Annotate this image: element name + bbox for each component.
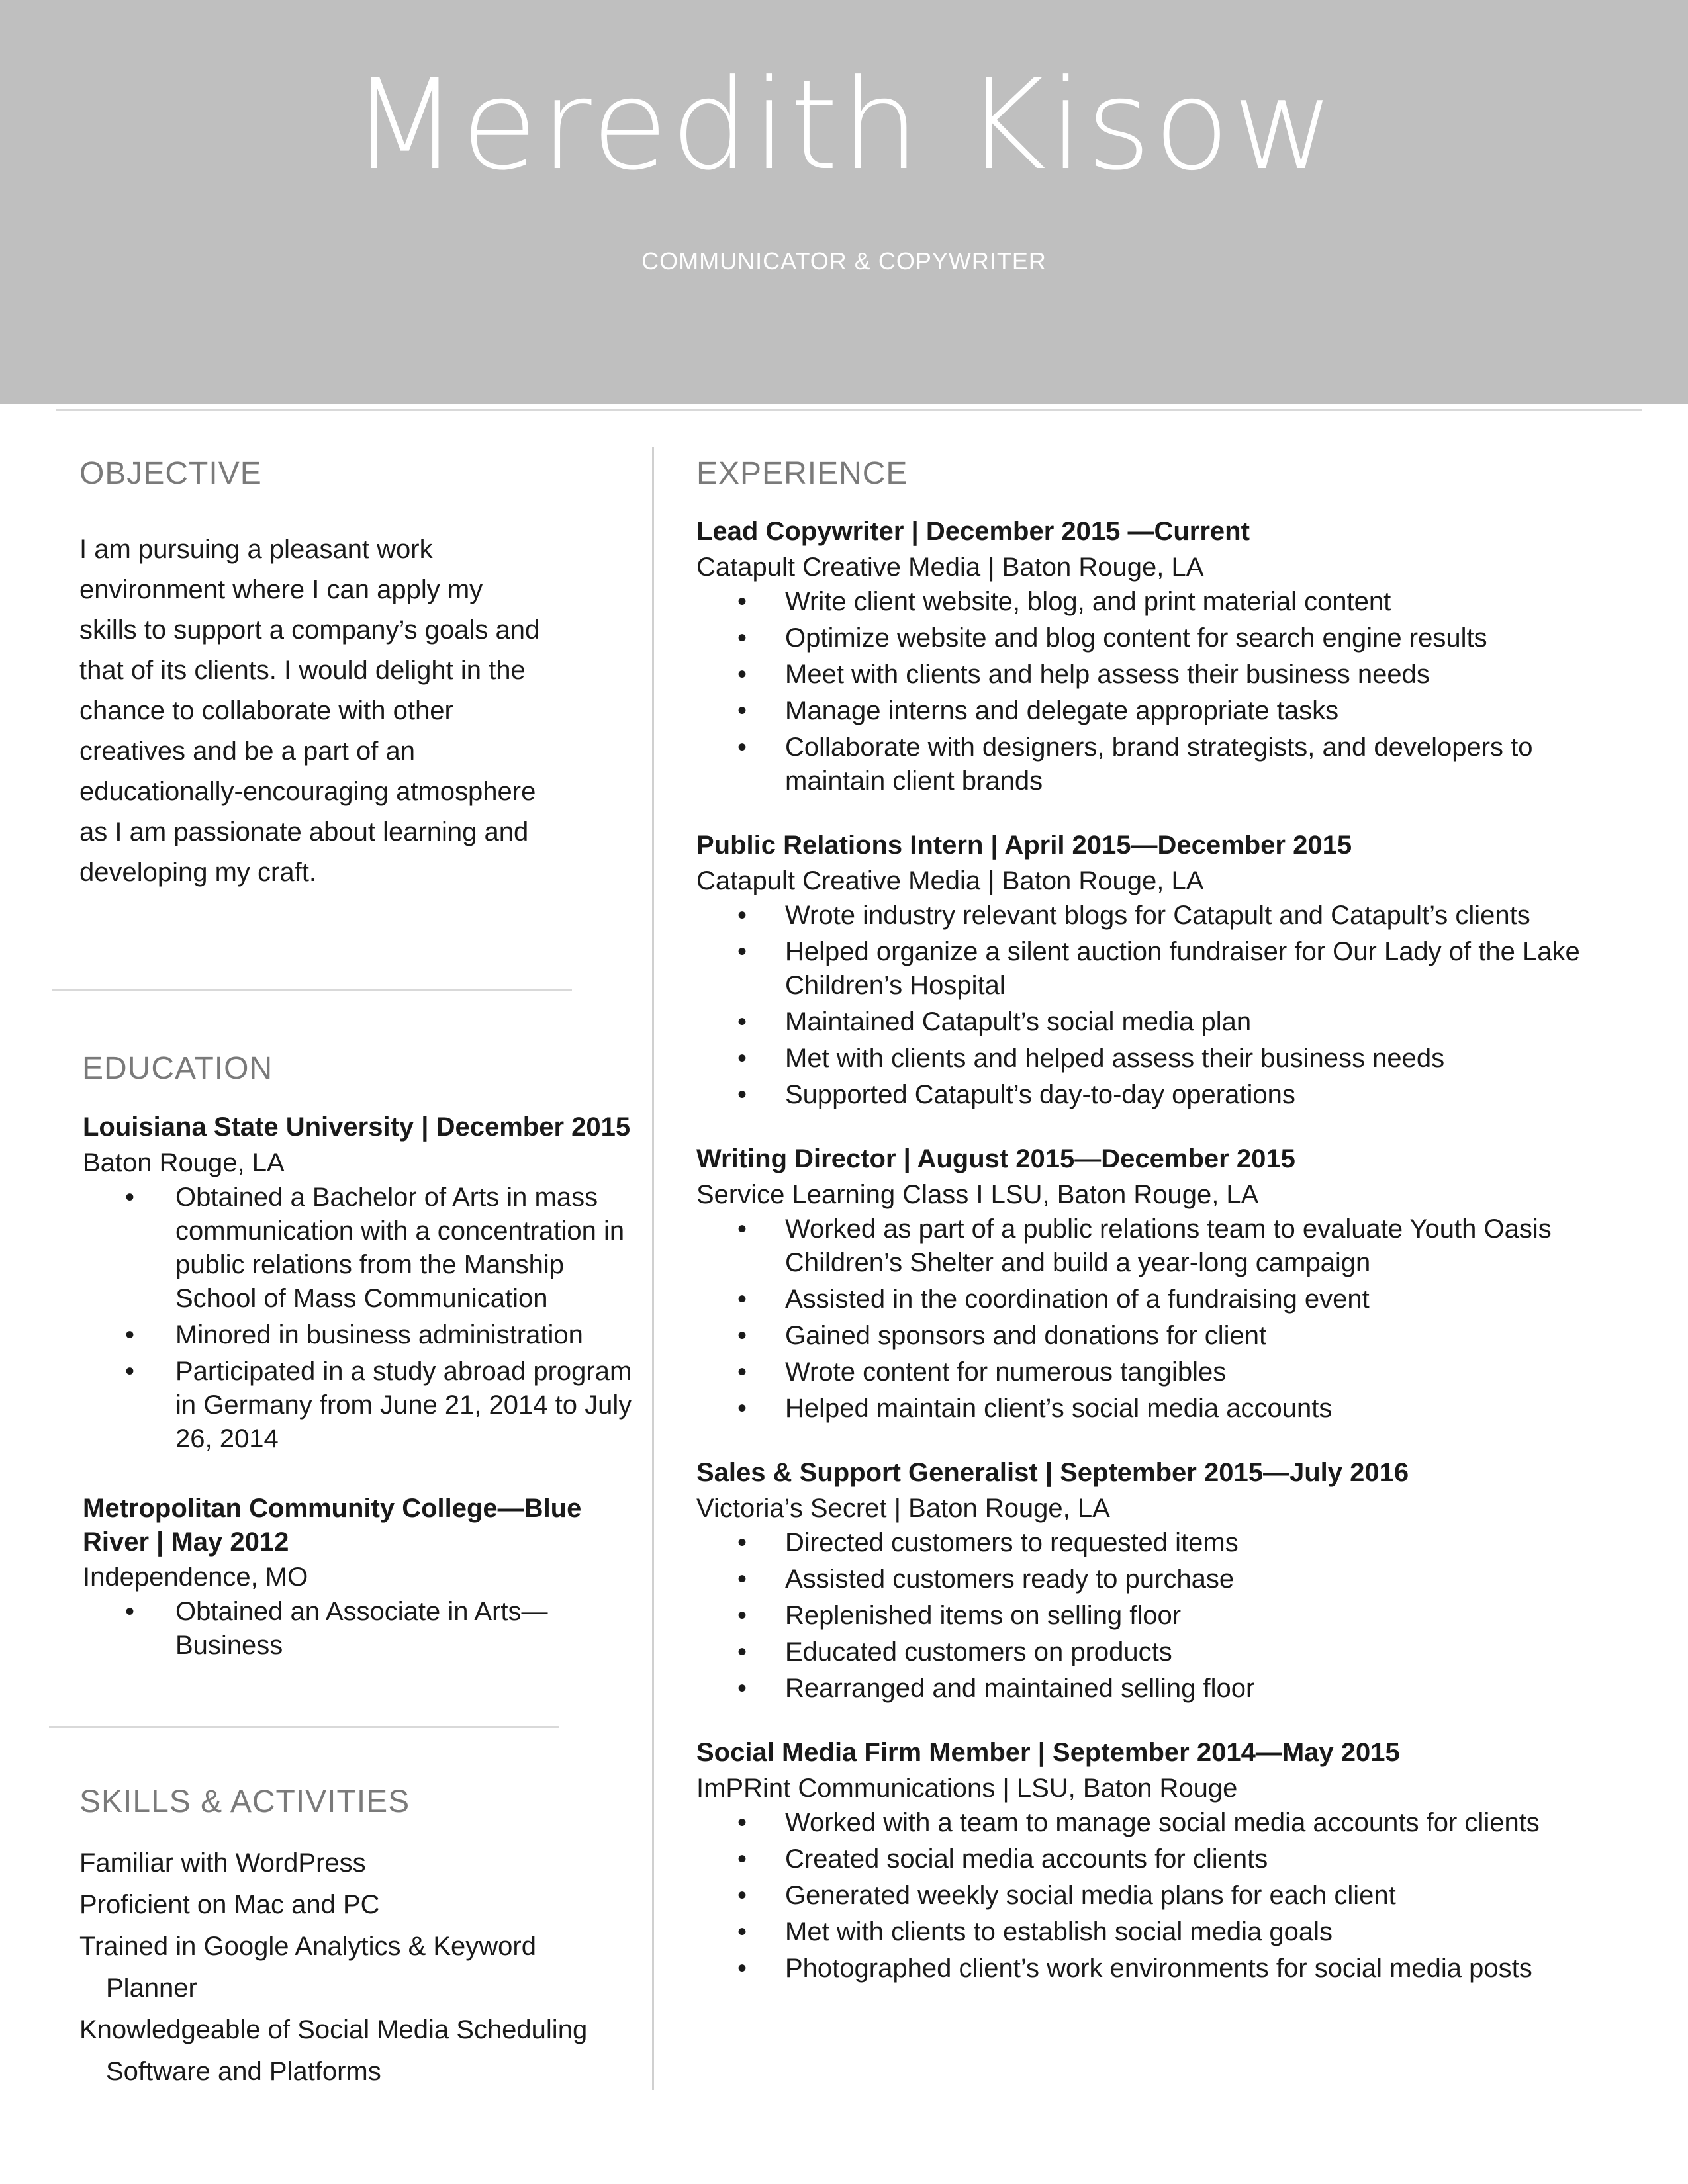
job-bullets (696, 1212, 1597, 1426)
job-entry (696, 1455, 1636, 1706)
list-item: • Assisted customers ready to purchase (696, 1563, 1636, 1596)
education-entry (83, 1492, 612, 1662)
objective-heading: OBJECTIVE (79, 456, 262, 491)
job-company: ImPRint Communications | LSU, Baton Rouge (696, 1774, 1238, 1803)
list-item: • Replenished items on selling floor (696, 1599, 1636, 1633)
bullet-icon: • (737, 1214, 747, 1244)
bullet-icon: • (125, 1183, 135, 1212)
skills-list (79, 1843, 649, 2093)
bullet-icon: • (737, 1844, 747, 1874)
bullet-icon: • (737, 1357, 747, 1387)
job-bullets (696, 899, 1623, 1112)
job-company: Catapult Creative Media | Baton Rouge, LA (696, 553, 1204, 582)
objective-line: that of its clients. I would delight in the (79, 656, 526, 685)
list-item: • Helped maintain client’s social media accounts (696, 1392, 1597, 1426)
objective-line: creatives and be a part of an (79, 737, 415, 766)
bullet-icon: • (737, 901, 747, 930)
skills-heading: SKILLS & ACTIVITIES (79, 1784, 410, 1819)
list-item: • Wrote content for numerous tangibles (696, 1355, 1597, 1389)
bullet-icon: • (125, 1320, 135, 1349)
bullet-icon: • (737, 1321, 747, 1350)
skill-item: Proficient on Mac and PC (79, 1890, 380, 1919)
skill-item: Trained in Google Analytics & Keyword Planner (79, 1932, 536, 2003)
bullet-icon: • (737, 1285, 747, 1314)
skill-item: Knowledgeable of Social Media Scheduling Software and Platforms (79, 2015, 588, 2086)
list-item: • Participated in a study abroad program in Germany from June 21, 2014 to July 26, 2014 (83, 1355, 632, 1456)
list-item: • Gained sponsors and donations for client (696, 1319, 1597, 1353)
list-item: • Manage interns and delegate appropriate tasks (696, 694, 1603, 728)
job-bullets (696, 1526, 1636, 1706)
bullet-icon: • (737, 587, 747, 616)
job-company: Catapult Creative Media | Baton Rouge, LA (696, 866, 1204, 895)
list-item: • Created social media accounts for clients (696, 1843, 1636, 1876)
bullet-icon: • (737, 696, 747, 725)
school-title: Louisiana State University | December 2015 (83, 1113, 631, 1142)
experience-list (696, 514, 1636, 2015)
job-title: Lead Copywriter | December 2015 —Current (696, 517, 1250, 546)
bullet-icon: • (737, 1954, 747, 1983)
bullet-icon: • (737, 1674, 747, 1703)
bullet-icon: • (737, 1565, 747, 1594)
list-item: • Obtained a Bachelor of Arts in mass communication with a concentration in public relations from the Manship School of Mass Communication (83, 1181, 632, 1316)
list-item: • Meet with clients and help assess their business needs (696, 658, 1603, 692)
list-item: • Optimize website and blog content for search engine results (696, 621, 1603, 655)
bullet-icon: • (737, 1808, 747, 1837)
job-entry (696, 514, 1636, 798)
list-item: • Worked with a team to manage social media accounts for clients (696, 1806, 1636, 1840)
column-divider (652, 447, 654, 2090)
list-item: • Maintained Catapult’s social media plan (696, 1005, 1623, 1039)
school-location: Independence, MO (83, 1563, 308, 1592)
bullet-icon: • (737, 733, 747, 762)
objective-divider (52, 989, 572, 991)
objective-line: skills to support a company’s goals and (79, 615, 540, 645)
job-title: Sales & Support Generalist | September 2015—July 2016 (696, 1458, 1409, 1487)
bullet-icon: • (737, 1637, 747, 1666)
job-bullets (696, 585, 1603, 798)
candidate-title: COMMUNICATOR & COPYWRITER (641, 248, 1047, 275)
list-item: • Photographed client’s work environments for social media posts (696, 1952, 1636, 1985)
bullet-icon: • (737, 1394, 747, 1423)
list-item: • Met with clients to establish social media goals (696, 1915, 1636, 1949)
bullet-icon: • (125, 1597, 135, 1626)
job-title: Social Media Firm Member | September 2014—May 2015 (696, 1738, 1400, 1767)
list-item: • Helped organize a silent auction fundraiser for Our Lady of the Lake Children’s Hospital (696, 935, 1623, 1003)
bullet-icon: • (737, 1080, 747, 1109)
list-item: • Collaborate with designers, brand strategists, and developers to maintain client brands (696, 731, 1603, 798)
education-entry (83, 1109, 632, 1456)
job-bullets (696, 1806, 1636, 1985)
bullet-icon: • (737, 660, 747, 689)
bullet-icon: • (125, 1357, 135, 1386)
header-divider (56, 409, 1642, 411)
bullet-icon: • (737, 1881, 747, 1910)
bullet-icon: • (737, 1007, 747, 1036)
list-item: • Write client website, blog, and print material content (696, 585, 1603, 619)
education-divider (49, 1726, 559, 1728)
objective-line: I am pursuing a pleasant work (79, 535, 433, 564)
objective-line: environment where I can apply my (79, 575, 483, 604)
education-heading: EDUCATION (82, 1051, 273, 1086)
job-company: Service Learning Class I LSU, Baton Rouge, LA (696, 1180, 1259, 1209)
bullet-icon: • (737, 1601, 747, 1630)
list-item: • Worked as part of a public relations team to evaluate Youth Oasis Children’s Shelter and build a year-long campaign (696, 1212, 1597, 1280)
job-entry (696, 827, 1636, 1112)
list-item: • Supported Catapult’s day-to-day operations (696, 1078, 1623, 1112)
job-company: Victoria’s Secret | Baton Rouge, LA (696, 1494, 1110, 1523)
list-item: • Wrote industry relevant blogs for Catapult and Catapult’s clients (696, 899, 1623, 933)
objective-line: educationally-encouraging atmosphere (79, 777, 536, 806)
list-item: • Rearranged and maintained selling floor (696, 1672, 1636, 1706)
bullet-icon: • (737, 1044, 747, 1073)
school-bullets (83, 1181, 632, 1456)
job-entry (696, 1735, 1636, 1985)
objective-line: developing my craft. (79, 858, 316, 887)
job-entry (696, 1141, 1636, 1426)
school-bullets (83, 1595, 559, 1662)
bullet-icon: • (737, 623, 747, 653)
school-location: Baton Rouge, LA (83, 1148, 285, 1177)
job-title: Public Relations Intern | April 2015—December 2015 (696, 831, 1352, 860)
list-item: • Minored in business administration (83, 1318, 632, 1352)
skill-item: Familiar with WordPress (79, 1848, 366, 1878)
candidate-name: Meredith Kisow (351, 53, 1337, 198)
bullet-icon: • (737, 937, 747, 966)
job-title: Writing Director | August 2015—December 2015 (696, 1144, 1295, 1173)
header-banner (0, 0, 1688, 404)
objective-text (79, 529, 583, 893)
list-item: • Directed customers to requested items (696, 1526, 1636, 1560)
objective-line: chance to collaborate with other (79, 696, 453, 725)
list-item: • Educated customers on products (696, 1635, 1636, 1669)
bullet-icon: • (737, 1528, 747, 1557)
school-title: Metropolitan Community College—Blue River | May 2012 (83, 1494, 582, 1557)
list-item: • Assisted in the coordination of a fundraising event (696, 1283, 1597, 1316)
list-item: • Met with clients and helped assess their business needs (696, 1042, 1623, 1075)
list-item: • Generated weekly social media plans for each client (696, 1879, 1636, 1913)
bullet-icon: • (737, 1917, 747, 1946)
list-item: • Obtained an Associate in Arts—Business (83, 1595, 559, 1662)
objective-line: as I am passionate about learning and (79, 817, 529, 846)
experience-heading: EXPERIENCE (696, 456, 908, 491)
